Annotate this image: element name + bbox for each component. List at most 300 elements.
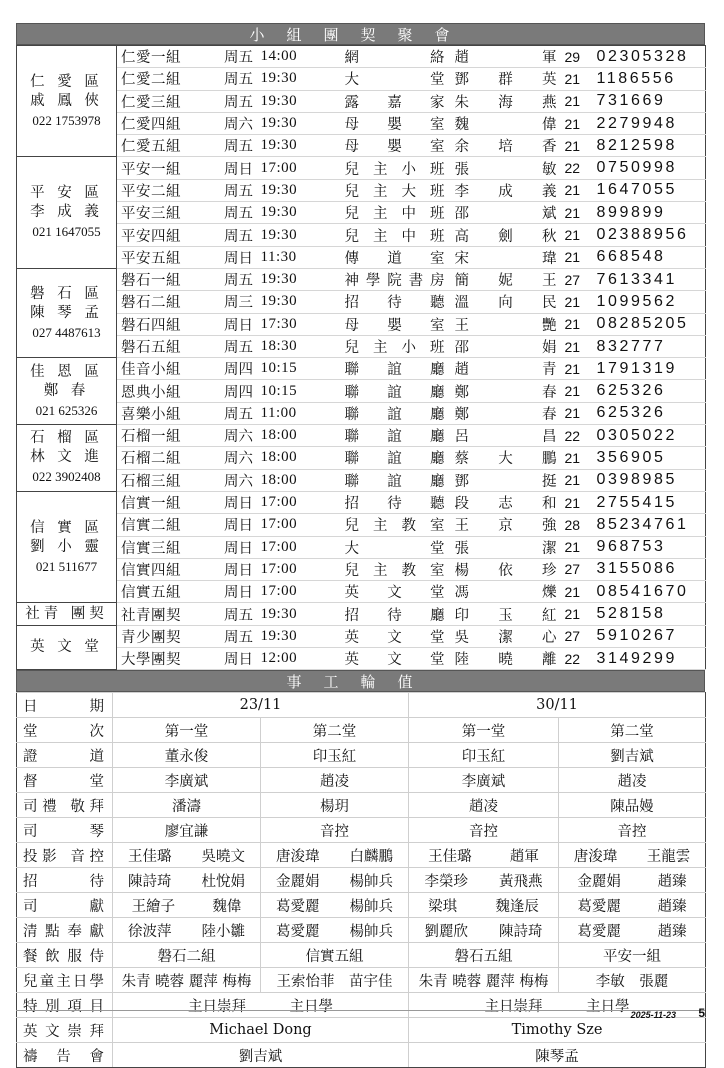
duty-row [17, 918, 706, 943]
group-row [17, 90, 706, 112]
duty-person: 陸小雛 [201, 923, 245, 940]
meeting-venue: 網絡 [345, 46, 455, 68]
meeting-day: 周六 [217, 425, 261, 447]
duty-pair [261, 845, 408, 866]
phone-number: 731669 [593, 90, 706, 112]
duty-cell: 音控 [261, 818, 409, 843]
meeting-venue: 兒主小班 [345, 335, 455, 357]
duty-person: 王繪子 [131, 898, 176, 915]
phone-prefix: 21 [565, 90, 593, 112]
group-leader: 鄭春 [455, 380, 565, 402]
group-row [17, 648, 706, 670]
footer-date: 2025-11-23 [630, 1010, 676, 1020]
district-leader: 戚 鳳 俠 [30, 92, 103, 109]
district-cell [17, 603, 117, 625]
duty-person: 楊帥兵 [349, 898, 393, 915]
group-row [17, 536, 706, 558]
duty-cell [261, 843, 409, 868]
group-row [17, 179, 706, 201]
meeting-time: 18:00 [261, 425, 345, 447]
group-name: 仁愛二組 [117, 68, 217, 90]
duty-label: 禱告會 [17, 1043, 113, 1068]
group-row [17, 202, 706, 224]
duty-label: 司琴 [17, 818, 113, 843]
group-row [17, 514, 706, 536]
group-row [17, 447, 706, 469]
section-header-duty: 事工輪值 [16, 670, 705, 692]
meeting-venue: 聯誼廳 [345, 425, 455, 447]
duty-cell: 音控 [409, 818, 559, 843]
duty-table [16, 692, 706, 1068]
phone-number: 0750998 [593, 157, 706, 179]
group-name: 石榴二組 [117, 447, 217, 469]
meeting-time: 18:00 [261, 469, 345, 491]
duty-pair [559, 920, 705, 941]
duty-cell [113, 918, 261, 943]
duty-person: 葛愛麗 [577, 923, 621, 940]
group-name: 仁愛三組 [117, 90, 217, 112]
meeting-day: 周三 [217, 291, 261, 313]
duty-label: 餐飲服侍 [17, 943, 113, 968]
meeting-venue: 兒主中班 [345, 202, 455, 224]
duty-label: 清點奉獻 [17, 918, 113, 943]
phone-number: 2755415 [593, 491, 706, 513]
duty-label: 督堂 [17, 768, 113, 793]
duty-person: 葛愛麗 [276, 898, 320, 915]
district-cell [17, 268, 117, 357]
duty-person: 唐浚瑋 [573, 848, 618, 865]
district-leader: 鄭 春 [43, 382, 90, 399]
district-leader: 林 文 進 [30, 449, 103, 466]
meeting-day: 周六 [217, 447, 261, 469]
meeting-time: 19:30 [261, 112, 345, 134]
phone-number: 5910267 [593, 625, 706, 647]
meeting-day: 周五 [217, 335, 261, 357]
duty-label: 招待 [17, 868, 113, 893]
phone-prefix: 22 [565, 648, 593, 670]
phone-number: 1186556 [593, 68, 706, 90]
district-phone: 027 4487613 [32, 324, 101, 340]
group-row [17, 558, 706, 580]
phone-prefix: 21 [565, 135, 593, 157]
group-row [17, 425, 706, 447]
meeting-day: 周四 [217, 380, 261, 402]
phone-prefix: 21 [565, 402, 593, 424]
duty-person: 王佳璐 [128, 848, 172, 865]
meeting-day: 周五 [217, 90, 261, 112]
group-name: 仁愛四組 [117, 112, 217, 134]
group-leader: 趙青 [455, 358, 565, 380]
duty-person: 魏逢辰 [495, 898, 539, 915]
duty-cell [559, 868, 706, 893]
meeting-day: 周日 [217, 558, 261, 580]
duty-row [17, 943, 706, 968]
district-cell [17, 625, 117, 670]
group-row [17, 46, 706, 68]
duty-cell [261, 918, 409, 943]
group-row [17, 491, 706, 513]
phone-prefix: 21 [565, 313, 593, 335]
phone-number: 1647055 [593, 179, 706, 201]
district-leader: 陳 琴 孟 [30, 304, 103, 321]
group-row [17, 469, 706, 491]
footer-rule [16, 1010, 705, 1011]
group-name: 磐石二組 [117, 291, 217, 313]
section-header-groups: 小組團契聚會 [16, 23, 705, 45]
phone-prefix: 21 [565, 112, 593, 134]
group-leader: 簡妮王 [455, 268, 565, 290]
duty-cell: Michael Dong [113, 1018, 409, 1043]
meeting-venue: 兒主教室 [345, 514, 455, 536]
meeting-time: 19:30 [261, 90, 345, 112]
meeting-day: 周日 [217, 514, 261, 536]
duty-label: 證道 [17, 743, 113, 768]
duty-person: 白麟鵬 [349, 848, 393, 865]
meeting-day: 周六 [217, 469, 261, 491]
duty-row [17, 893, 706, 918]
meeting-time: 12:00 [261, 648, 345, 670]
duty-cell [559, 893, 706, 918]
meeting-time: 11:30 [261, 246, 345, 268]
duty-cell: 王索怡菲 苗宇佳 [261, 968, 409, 993]
group-name: 平安二組 [117, 179, 217, 201]
duty-pair [409, 845, 558, 866]
meeting-venue: 大堂 [345, 68, 455, 90]
phone-prefix: 21 [565, 224, 593, 246]
district-name: 平 安 區 [30, 185, 103, 202]
duty-cell: 磐石二組 [113, 943, 261, 968]
meeting-venue: 招待聽 [345, 491, 455, 513]
duty-cell [409, 893, 559, 918]
meeting-venue: 兒主小班 [345, 157, 455, 179]
duty-person: 陳詩琦 [128, 873, 172, 890]
district-name: 仁 愛 區 [30, 73, 103, 90]
meeting-venue: 露嘉家 [345, 90, 455, 112]
group-leader: 趙軍 [455, 46, 565, 68]
duty-cell: 磐石五組 [409, 943, 559, 968]
meeting-time: 17:00 [261, 514, 345, 536]
duty-person: 金麗娟 [276, 873, 320, 890]
group-name: 佳音小組 [117, 358, 217, 380]
duty-date: 30/11 [409, 693, 706, 718]
group-name: 青少團契 [117, 625, 217, 647]
duty-person: 杜悅娟 [201, 873, 245, 890]
duty-pair [409, 870, 558, 891]
meeting-venue: 英文堂 [345, 581, 455, 603]
meeting-day: 周五 [217, 268, 261, 290]
duty-pair [261, 870, 408, 891]
duty-row [17, 968, 706, 993]
duty-cell: 信實五組 [261, 943, 409, 968]
meeting-day: 周六 [217, 112, 261, 134]
group-leader: 宋瑋 [455, 246, 565, 268]
duty-cell: 李廣斌 [113, 768, 261, 793]
group-name: 平安五組 [117, 246, 217, 268]
duty-label: 日期 [17, 693, 113, 718]
phone-number: 625326 [593, 380, 706, 402]
phone-prefix: 21 [565, 380, 593, 402]
meeting-time: 17:00 [261, 157, 345, 179]
duty-row [17, 993, 706, 1018]
group-row [17, 68, 706, 90]
duty-pair [113, 895, 260, 916]
meeting-day: 周五 [217, 202, 261, 224]
group-leader: 朱海燕 [455, 90, 565, 112]
duty-person: 魏偉 [212, 898, 242, 915]
meeting-time: 19:30 [261, 135, 345, 157]
meeting-venue: 聯誼廳 [345, 447, 455, 469]
meeting-day: 周日 [217, 313, 261, 335]
phone-prefix: 21 [565, 447, 593, 469]
phone-number: 0398985 [593, 469, 706, 491]
group-name: 平安三組 [117, 202, 217, 224]
duty-cell [113, 893, 261, 918]
phone-number: 1791319 [593, 358, 706, 380]
district-cell [17, 491, 117, 602]
duty-row [17, 1018, 706, 1043]
phone-number: 0305022 [593, 425, 706, 447]
duty-cell: 平安一組 [559, 943, 706, 968]
group-name: 仁愛一組 [117, 46, 217, 68]
duty-pair [113, 920, 260, 941]
duty-person: 趙臻 [657, 873, 687, 890]
group-name: 磐石五組 [117, 335, 217, 357]
duty-label: 投影 音控 [17, 843, 113, 868]
phone-number: 85234761 [593, 514, 706, 536]
group-name: 石榴一組 [117, 425, 217, 447]
meeting-day: 周五 [217, 603, 261, 625]
group-name: 信實二組 [117, 514, 217, 536]
phone-prefix: 29 [565, 46, 593, 68]
phone-prefix: 21 [565, 68, 593, 90]
meeting-venue: 母嬰室 [345, 313, 455, 335]
meeting-day: 周日 [217, 491, 261, 513]
phone-prefix: 27 [565, 625, 593, 647]
duty-cell [261, 893, 409, 918]
meeting-venue: 招待聽 [345, 291, 455, 313]
meeting-day: 周五 [217, 625, 261, 647]
duty-row [17, 793, 706, 818]
meeting-day: 周日 [217, 246, 261, 268]
duty-pair [559, 895, 705, 916]
duty-cell: 第一堂 [409, 718, 559, 743]
meeting-day: 周日 [217, 536, 261, 558]
duty-row [17, 818, 706, 843]
duty-cell: 音控 [559, 818, 706, 843]
meeting-time: 17:00 [261, 581, 345, 603]
duty-cell [113, 868, 261, 893]
group-leader: 鄧挺 [455, 469, 565, 491]
group-name: 恩典小組 [117, 380, 217, 402]
group-name: 社青團契 [117, 603, 217, 625]
district-cell [17, 46, 117, 157]
duty-person: 吳曉文 [201, 848, 245, 865]
meeting-venue: 聯誼廳 [345, 358, 455, 380]
group-name: 磐石四組 [117, 313, 217, 335]
phone-number: 7613341 [593, 268, 706, 290]
duty-cell: 朱青 曉蓉 麗萍 梅梅 [409, 968, 559, 993]
meeting-time: 19:30 [261, 268, 345, 290]
group-name: 石榴三組 [117, 469, 217, 491]
group-row [17, 335, 706, 357]
duty-pair [559, 870, 705, 891]
phone-prefix: 21 [565, 469, 593, 491]
group-row [17, 603, 706, 625]
phone-prefix: 21 [565, 179, 593, 201]
meeting-day: 周五 [217, 135, 261, 157]
phone-prefix: 21 [565, 202, 593, 224]
group-row [17, 625, 706, 647]
duty-cell [559, 843, 706, 868]
duty-cell: Timothy Sze [409, 1018, 706, 1043]
phone-prefix: 21 [565, 335, 593, 357]
group-row [17, 291, 706, 313]
group-row [17, 268, 706, 290]
duty-cell: 劉吉斌 [113, 1043, 409, 1068]
group-leader: 李成義 [455, 179, 565, 201]
group-name: 喜樂小組 [117, 402, 217, 424]
phone-number: 08541670 [593, 581, 706, 603]
duty-date-row [17, 693, 706, 718]
group-leader: 余培香 [455, 135, 565, 157]
group-name: 信實三組 [117, 536, 217, 558]
duty-label: 英文崇拜 [17, 1018, 113, 1043]
page-number: 5 [698, 1006, 705, 1020]
phone-number: 3155086 [593, 558, 706, 580]
meeting-venue: 母嬰室 [345, 112, 455, 134]
duty-cell [113, 843, 261, 868]
group-row [17, 402, 706, 424]
meeting-venue: 兒主中班 [345, 224, 455, 246]
group-leader: 蔡大鵬 [455, 447, 565, 469]
phone-number: 2279948 [593, 112, 706, 134]
phone-number: 1099562 [593, 291, 706, 313]
meeting-venue: 聯誼廳 [345, 402, 455, 424]
duty-cell: 主日崇拜 主日學 [113, 993, 409, 1018]
group-name: 磐石一組 [117, 268, 217, 290]
meeting-time: 10:15 [261, 380, 345, 402]
duty-person: 楊帥兵 [349, 873, 393, 890]
district-leader: 劉 小 靈 [30, 538, 103, 555]
meeting-time: 17:00 [261, 558, 345, 580]
group-name: 大學團契 [117, 648, 217, 670]
duty-row [17, 868, 706, 893]
duty-pair [113, 845, 260, 866]
group-name: 信實一組 [117, 491, 217, 513]
district-phone: 022 3902408 [32, 469, 101, 485]
duty-person: 劉麗欣 [424, 923, 469, 940]
group-leader: 鄭春 [455, 402, 565, 424]
group-leader: 張敏 [455, 157, 565, 179]
group-row [17, 358, 706, 380]
meeting-venue: 兒主大班 [345, 179, 455, 201]
phone-number: 832777 [593, 335, 706, 357]
duty-person: 李榮珍 [424, 873, 469, 890]
duty-row [17, 843, 706, 868]
district-phone: 021 511677 [35, 558, 98, 574]
duty-label: 司禮 敬拜 [17, 793, 113, 818]
meeting-venue: 神學院書房 [345, 268, 455, 290]
group-leader: 楊依珍 [455, 558, 565, 580]
meeting-time: 19:30 [261, 625, 345, 647]
phone-number: 02305328 [593, 46, 706, 68]
meeting-day: 周五 [217, 46, 261, 68]
meeting-day: 周五 [217, 68, 261, 90]
district-name: 英 文 堂 [30, 639, 103, 656]
phone-number: 968753 [593, 536, 706, 558]
meeting-venue: 母嬰室 [345, 135, 455, 157]
duty-cell: 趙凌 [409, 793, 559, 818]
phone-prefix: 22 [565, 157, 593, 179]
duty-pair [409, 895, 558, 916]
duty-cell: 董永俊 [113, 743, 261, 768]
meeting-venue: 英文堂 [345, 625, 455, 647]
duty-row [17, 768, 706, 793]
meeting-venue: 招待廳 [345, 603, 455, 625]
duty-person: 王佳璐 [428, 848, 472, 865]
group-leader: 高劍秋 [455, 224, 565, 246]
group-name: 平安四組 [117, 224, 217, 246]
meeting-day: 周日 [217, 157, 261, 179]
group-row [17, 581, 706, 603]
group-leader: 溫向民 [455, 291, 565, 313]
phone-prefix: 28 [565, 514, 593, 536]
duty-date: 23/11 [113, 693, 409, 718]
phone-number: 02388956 [593, 224, 706, 246]
group-name: 平安一組 [117, 157, 217, 179]
phone-prefix: 21 [565, 358, 593, 380]
group-name: 信實五組 [117, 581, 217, 603]
meeting-day: 周五 [217, 179, 261, 201]
phone-prefix: 27 [565, 268, 593, 290]
duty-cell [409, 843, 559, 868]
duty-row [17, 743, 706, 768]
meeting-time: 19:30 [261, 291, 345, 313]
phone-number: 3149299 [593, 648, 706, 670]
meeting-day: 周五 [217, 402, 261, 424]
phone-prefix: 22 [565, 425, 593, 447]
meeting-time: 19:30 [261, 179, 345, 201]
duty-person: 葛愛麗 [276, 923, 320, 940]
duty-person: 黃飛燕 [499, 873, 543, 890]
meeting-time: 17:00 [261, 536, 345, 558]
group-row [17, 224, 706, 246]
duty-cell [261, 868, 409, 893]
duty-label: 司獻 [17, 893, 113, 918]
district-leader: 李 成 義 [30, 204, 103, 221]
meeting-time: 19:30 [261, 603, 345, 625]
phone-prefix: 21 [565, 291, 593, 313]
duty-row [17, 1043, 706, 1068]
district-name: 石 榴 區 [30, 430, 103, 447]
district-cell [17, 157, 117, 268]
duty-pair [261, 895, 408, 916]
group-leader: 呂昌 [455, 425, 565, 447]
phone-number: 899899 [593, 202, 706, 224]
duty-cell: 陳琴孟 [409, 1043, 706, 1068]
group-leader: 王京強 [455, 514, 565, 536]
group-name: 信實四組 [117, 558, 217, 580]
group-row [17, 157, 706, 179]
duty-cell: 主日崇拜 主日學 [409, 993, 706, 1018]
duty-person: 梁琪 [428, 898, 458, 915]
meeting-venue: 傳道室 [345, 246, 455, 268]
group-leader: 印玉紅 [455, 603, 565, 625]
duty-cell: 李廣斌 [409, 768, 559, 793]
duty-cell: 朱青 曉蓉 麗萍 梅梅 [113, 968, 261, 993]
duty-person: 趙臻 [657, 923, 687, 940]
group-leader: 吳潔心 [455, 625, 565, 647]
